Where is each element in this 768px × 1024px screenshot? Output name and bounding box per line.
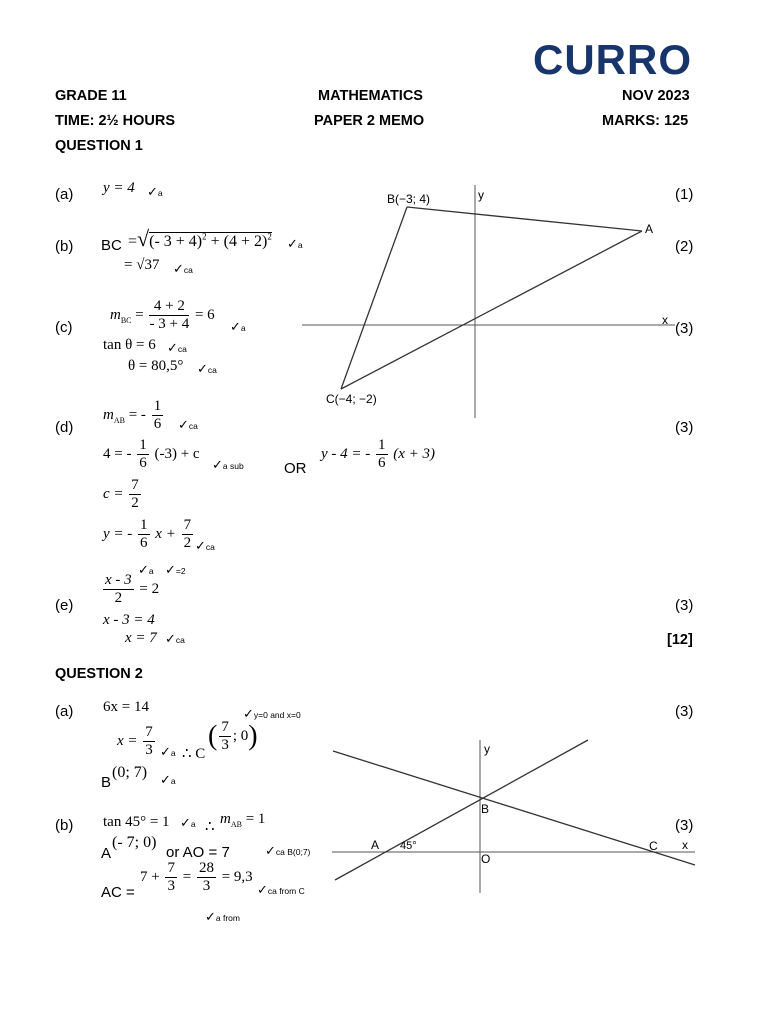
point-c-label: C xyxy=(649,839,658,853)
point-b-label: B(−3; 4) xyxy=(387,192,431,206)
curro-logo: CURRO xyxy=(533,36,692,83)
q2b-therefore: ∴ xyxy=(205,819,215,835)
q2a-equation: 6x = 14 xyxy=(103,699,149,715)
time-label: TIME: 2½ HOURS xyxy=(55,113,176,129)
q2-lines-graph xyxy=(330,735,698,895)
q2a-point-c: ∴ C xyxy=(182,746,206,762)
q1-label-b: (b) xyxy=(55,238,74,255)
point-a-label: A xyxy=(371,838,380,852)
point-b-label: B xyxy=(481,802,490,816)
q1d-substitution: 4 = - $\frac{1}{6}$ (-3) + c xyxy=(103,437,200,471)
q1c-theta: θ = 80,5° xyxy=(128,358,184,374)
tick-icon: ✓a xyxy=(138,562,154,577)
q2b-point-a: A xyxy=(101,845,112,862)
tick-icon: ✓a xyxy=(147,184,163,199)
q2-label-b: (b) xyxy=(55,817,74,834)
point-a-label: A xyxy=(645,222,654,236)
q1-total: [12] xyxy=(667,632,693,648)
point-c-label: C(−4; −2) xyxy=(326,392,377,406)
tick-icon: ✓ca B(0;7) xyxy=(265,843,311,858)
q1c-tan: tan θ = 6 xyxy=(103,337,156,353)
line-ab xyxy=(335,740,588,880)
subject-label: MATHEMATICS xyxy=(318,88,423,104)
tick-icon: ✓a xyxy=(287,236,303,251)
tick-icon: ✓ca xyxy=(195,538,215,553)
q1d-c-value: c = $\frac{7}{2}$ xyxy=(103,477,139,511)
q1b-distance-formula: =√(- $3 + 4)^2 + (4 + 2)^2$ xyxy=(128,226,272,251)
tick-icon: ✓ca xyxy=(173,261,193,276)
marks-label: MARKS: 125 xyxy=(602,113,689,129)
side-ba xyxy=(407,207,642,231)
q1-mark-b: (2) xyxy=(675,238,694,255)
tick-icon: ✓a xyxy=(160,772,176,787)
tick-icon: ✓a from xyxy=(205,909,240,924)
tick-icon: ✓=2 xyxy=(165,562,186,577)
q1d-or: OR xyxy=(284,460,307,477)
q1c-gradient: $m_{BC}$ = $\frac{4 + 2}{- 3 + 4}$ = 6 xyxy=(110,298,215,332)
angle-label: 45° xyxy=(400,840,417,852)
q1-mark-c: (3) xyxy=(675,320,694,337)
origin-label: O xyxy=(481,852,491,866)
question-1-title: QUESTION 1 xyxy=(55,138,143,154)
q2b-ac-calc: 7 + $\frac{7}{3}$ = $\frac{28}{3}$ = 9,3 xyxy=(140,860,253,894)
x-axis-label: x xyxy=(662,313,668,327)
q1e-midpoint: $\frac{x - 3}{2}$ = 2 xyxy=(105,572,160,606)
q1b-bc-label: BC xyxy=(101,237,122,254)
tick-icon: ✓a xyxy=(180,815,196,830)
q1b-result: = √37 xyxy=(124,257,160,273)
q2b-tan: tan 45° = 1 xyxy=(103,814,170,830)
y-axis-label: y xyxy=(484,742,490,756)
q1-mark-d: (3) xyxy=(675,419,694,436)
tick-icon: ✓a sub xyxy=(212,457,244,472)
q1e-line2: x - 3 = 4 xyxy=(103,612,155,628)
q1d-equation: y = - $\frac{1}{6}$ x + $\frac{7}{2}$ xyxy=(103,517,192,551)
paper-label: PAPER 2 MEMO xyxy=(314,113,425,129)
q1-label-a: (a) xyxy=(55,186,74,203)
side-ca xyxy=(341,231,642,389)
q1-mark-e: (3) xyxy=(675,597,694,614)
tick-icon: ✓ca xyxy=(197,361,217,376)
q1d-gradient-ab: $m_{AB}$ = - $\frac{1}{6}$ xyxy=(103,398,162,432)
tick-icon: ✓a xyxy=(230,319,246,334)
q1-label-e: (e) xyxy=(55,597,74,614)
side-bc xyxy=(341,207,407,389)
tick-icon: ✓y=0 and x=0 xyxy=(243,706,301,721)
y-axis-label: y xyxy=(478,188,484,202)
q2-mark-b: (3) xyxy=(675,817,694,834)
q2b-a-coord: (- 7; 0) xyxy=(112,834,157,851)
q1-label-d: (d) xyxy=(55,419,74,436)
question-2-title: QUESTION 2 xyxy=(55,666,143,682)
tick-icon: ✓ca xyxy=(167,340,187,355)
q1a-answer: y = 4 xyxy=(103,180,135,196)
tick-icon: ✓ca xyxy=(165,631,185,646)
q2-label-a: (a) xyxy=(55,703,74,720)
line-bc xyxy=(333,751,695,865)
q2a-x-value: x = $\frac{7}{3}$ xyxy=(117,724,153,758)
q1e-line3: x = 7 xyxy=(125,630,157,646)
q1-label-c: (c) xyxy=(55,319,73,336)
tick-icon: ✓ca xyxy=(178,417,198,432)
q2-mark-a: (3) xyxy=(675,703,694,720)
q2b-gradient: $m_{AB} = 1$ xyxy=(220,811,266,829)
grade-label: GRADE 11 xyxy=(55,88,127,104)
q1-triangle-graph xyxy=(300,180,685,425)
q2a-point-b: B xyxy=(101,774,112,791)
x-axis-label: x xyxy=(682,838,688,852)
q1-mark-a: (1) xyxy=(675,186,694,203)
q1d-alternative: y - 4 = - $\frac{1}{6}$ (x + 3) xyxy=(321,437,436,471)
q2a-b-coord: (0; 7) xyxy=(112,764,148,781)
q2a-c-coord: ( $\frac{7}{3}$ ; 0) xyxy=(208,719,258,753)
tick-icon: ✓ca from C xyxy=(257,882,305,897)
q2b-ac-label: AC = xyxy=(101,884,135,901)
tick-icon: ✓a xyxy=(160,744,176,759)
date-label: NOV 2023 xyxy=(622,88,690,104)
q2b-or-ao: or AO = 7 xyxy=(166,844,230,861)
